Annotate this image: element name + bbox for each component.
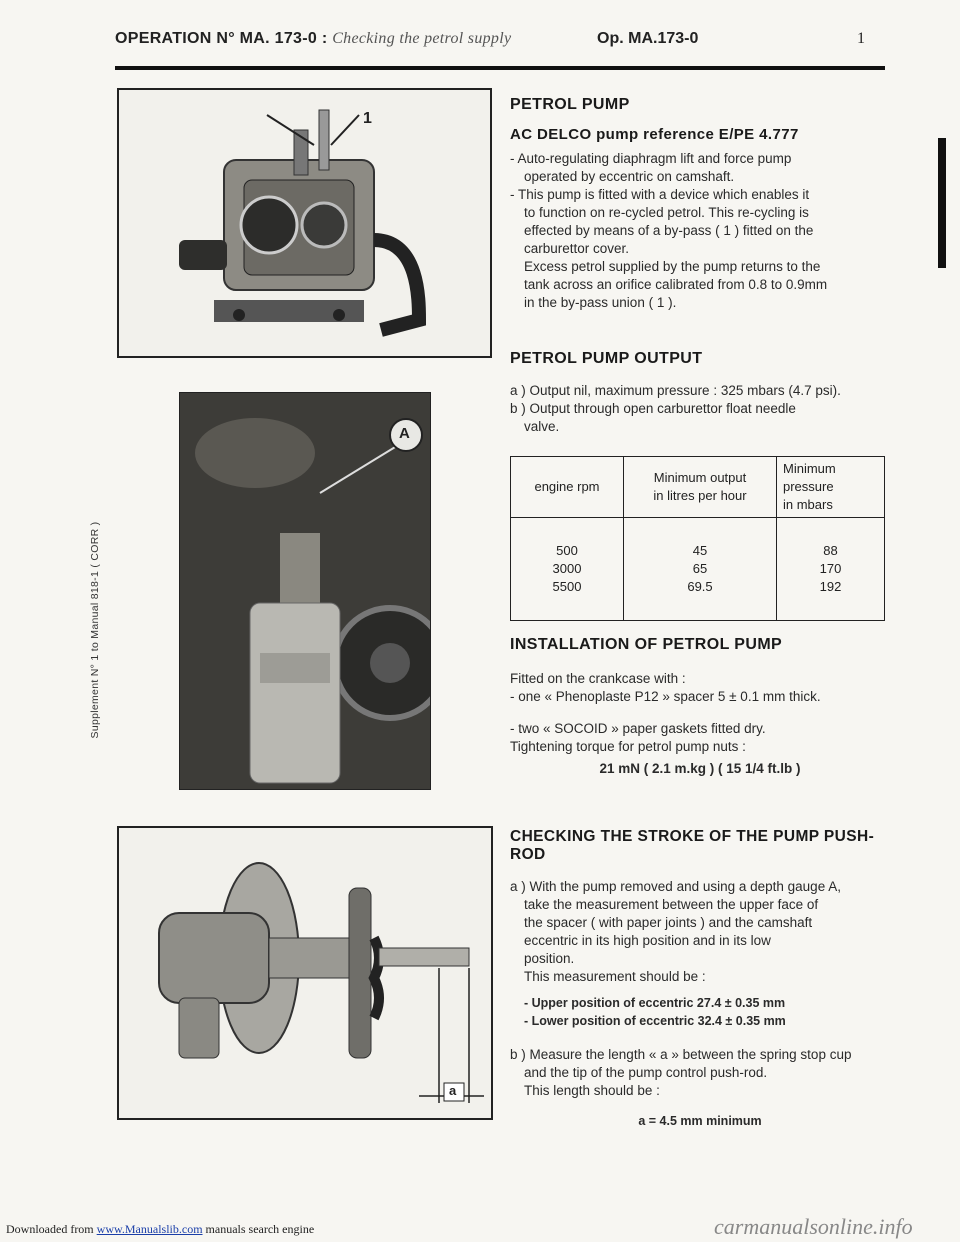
output-b2: valve.: [524, 419, 560, 434]
col-header-rpm: engine rpm: [511, 457, 624, 518]
footer-suffix: manuals search engine: [205, 1222, 315, 1236]
stroke-lower: - Lower position of eccentric 32.4 ± 0.35 mm: [524, 1014, 786, 1028]
page-number: 1: [857, 30, 865, 47]
rpm-value: 500: [556, 543, 578, 558]
pressure-value: 88: [823, 543, 838, 558]
installation-section: [510, 636, 890, 778]
footer-prefix: Downloaded from: [6, 1222, 94, 1236]
pressure-value: 192: [819, 579, 842, 594]
col-header-pressure-2: in mbars: [783, 497, 833, 512]
petrol-pump-subheading: AC DELCO pump reference E/PE 4.777: [510, 126, 799, 143]
pump-text-3b: tank across an orifice calibrated from 0.8 to 0.9mm: [524, 277, 828, 292]
pump-text-3c: in the by-pass union ( 1 ).: [524, 295, 677, 310]
pump-text-1: - Auto-regulating diaphragm lift and force pump: [510, 151, 792, 166]
output-section: [510, 350, 890, 621]
output-cell: [624, 518, 777, 621]
output-heading: PETROL PUMP OUTPUT: [510, 350, 703, 367]
header-rule: [115, 66, 885, 70]
installation-line-2: - one « Phenoplaste P12 » spacer 5 ± 0.1 mm thick.: [510, 689, 821, 704]
stroke-a5: position.: [524, 951, 575, 966]
header-operation: OPERATION N° MA. 173-0 :: [115, 30, 328, 47]
side-note-text: Supplement N° 1 to Manual 818-1 ( CORR ): [89, 521, 101, 739]
rpm-value: 3000: [552, 561, 582, 576]
stroke-a6: This measurement should be :: [524, 969, 706, 984]
stroke-result: a = 4.5 mm minimum: [638, 1114, 762, 1128]
pump-text-2: - This pump is fitted with a device which enables it: [510, 187, 810, 202]
carburettor-illustration: [119, 90, 490, 356]
pressure-value: 170: [819, 561, 842, 576]
pressure-cell: [777, 518, 885, 621]
margin-bar: [938, 138, 946, 268]
footer-watermark: carmanualsonline.info: [714, 1214, 913, 1239]
carburettor-figure: [117, 88, 492, 358]
stroke-b2: and the tip of the pump control push-rod.: [524, 1065, 768, 1080]
col-header-pressure: [777, 457, 885, 518]
engine-illustration: [180, 393, 430, 789]
installation-line-4: Tightening torque for petrol pump nuts :: [510, 739, 746, 754]
output-table: [510, 456, 885, 621]
stroke-a3: the spacer ( with paper joints ) and the camshaft: [524, 915, 813, 930]
side-note: [80, 520, 110, 740]
footer: [6, 1222, 314, 1237]
pump-text-2d: carburettor cover.: [524, 241, 630, 256]
col-header-output: [624, 457, 777, 518]
installation-heading: INSTALLATION OF PETROL PUMP: [510, 636, 783, 653]
pump-text-2c: effected by means of a by-pass ( 1 ) fitted on the: [524, 223, 814, 238]
installation-line-3: - two « SOCOID » paper gaskets fitted dry.: [510, 721, 766, 736]
figure2-label: A: [399, 425, 410, 442]
petrol-pump-heading: PETROL PUMP: [510, 96, 630, 113]
stroke-b3: This length should be :: [524, 1083, 660, 1098]
header-op-code: Op. MA.173-0: [597, 30, 699, 47]
stroke-b1: b ) Measure the length « a » between the spring stop cup: [510, 1047, 852, 1062]
output-b: b ) Output through open carburettor float needle: [510, 401, 796, 416]
output-value: 45: [692, 543, 708, 558]
col-header-output-1: Minimum output: [653, 470, 747, 485]
output-value: 65: [692, 561, 708, 576]
installation-line-1: Fitted on the crankcase with :: [510, 671, 686, 686]
rpm-cell: [511, 518, 624, 621]
pump-text-1b: operated by eccentric on camshaft.: [524, 169, 735, 184]
stroke-section: [510, 828, 890, 1130]
petrol-pump-section: [510, 96, 890, 312]
output-a: a ) Output nil, maximum pressure : 325 mbars (4.7 psi).: [510, 383, 841, 398]
stroke-a2: take the measurement between the upper face of: [524, 897, 819, 912]
stroke-heading: CHECKING THE STROKE OF THE PUMP PUSH-ROD: [510, 828, 875, 863]
pump-illustration: [119, 828, 491, 1118]
rpm-value: 5500: [552, 579, 582, 594]
col-header-pressure-1: Minimum pressure: [783, 461, 836, 494]
figure3-label: a: [449, 1083, 457, 1098]
figure1-label: 1: [363, 110, 372, 127]
torque-value: 21 mN ( 2.1 m.kg ) ( 15 1/4 ft.lb ): [599, 761, 801, 776]
stroke-a4: eccentric in its high position and in its low: [524, 933, 771, 948]
pushrod-figure: [117, 826, 493, 1120]
footer-link[interactable]: www.Manualslib.com: [96, 1222, 203, 1236]
pump-text-2b: to function on re-cycled petrol. This re-cycling is: [524, 205, 809, 220]
header-title: [115, 30, 511, 48]
header-subtitle: Checking the petrol supply: [332, 30, 512, 47]
stroke-a1: a ) With the pump removed and using a depth gauge A,: [510, 879, 841, 894]
engine-photo: [179, 392, 431, 790]
col-header-output-2: in litres per hour: [653, 488, 747, 503]
stroke-upper: - Upper position of eccentric 27.4 ± 0.35 mm: [524, 996, 786, 1010]
output-value: 69.5: [687, 579, 713, 594]
pump-text-3: Excess petrol supplied by the pump returns to the: [524, 259, 821, 274]
